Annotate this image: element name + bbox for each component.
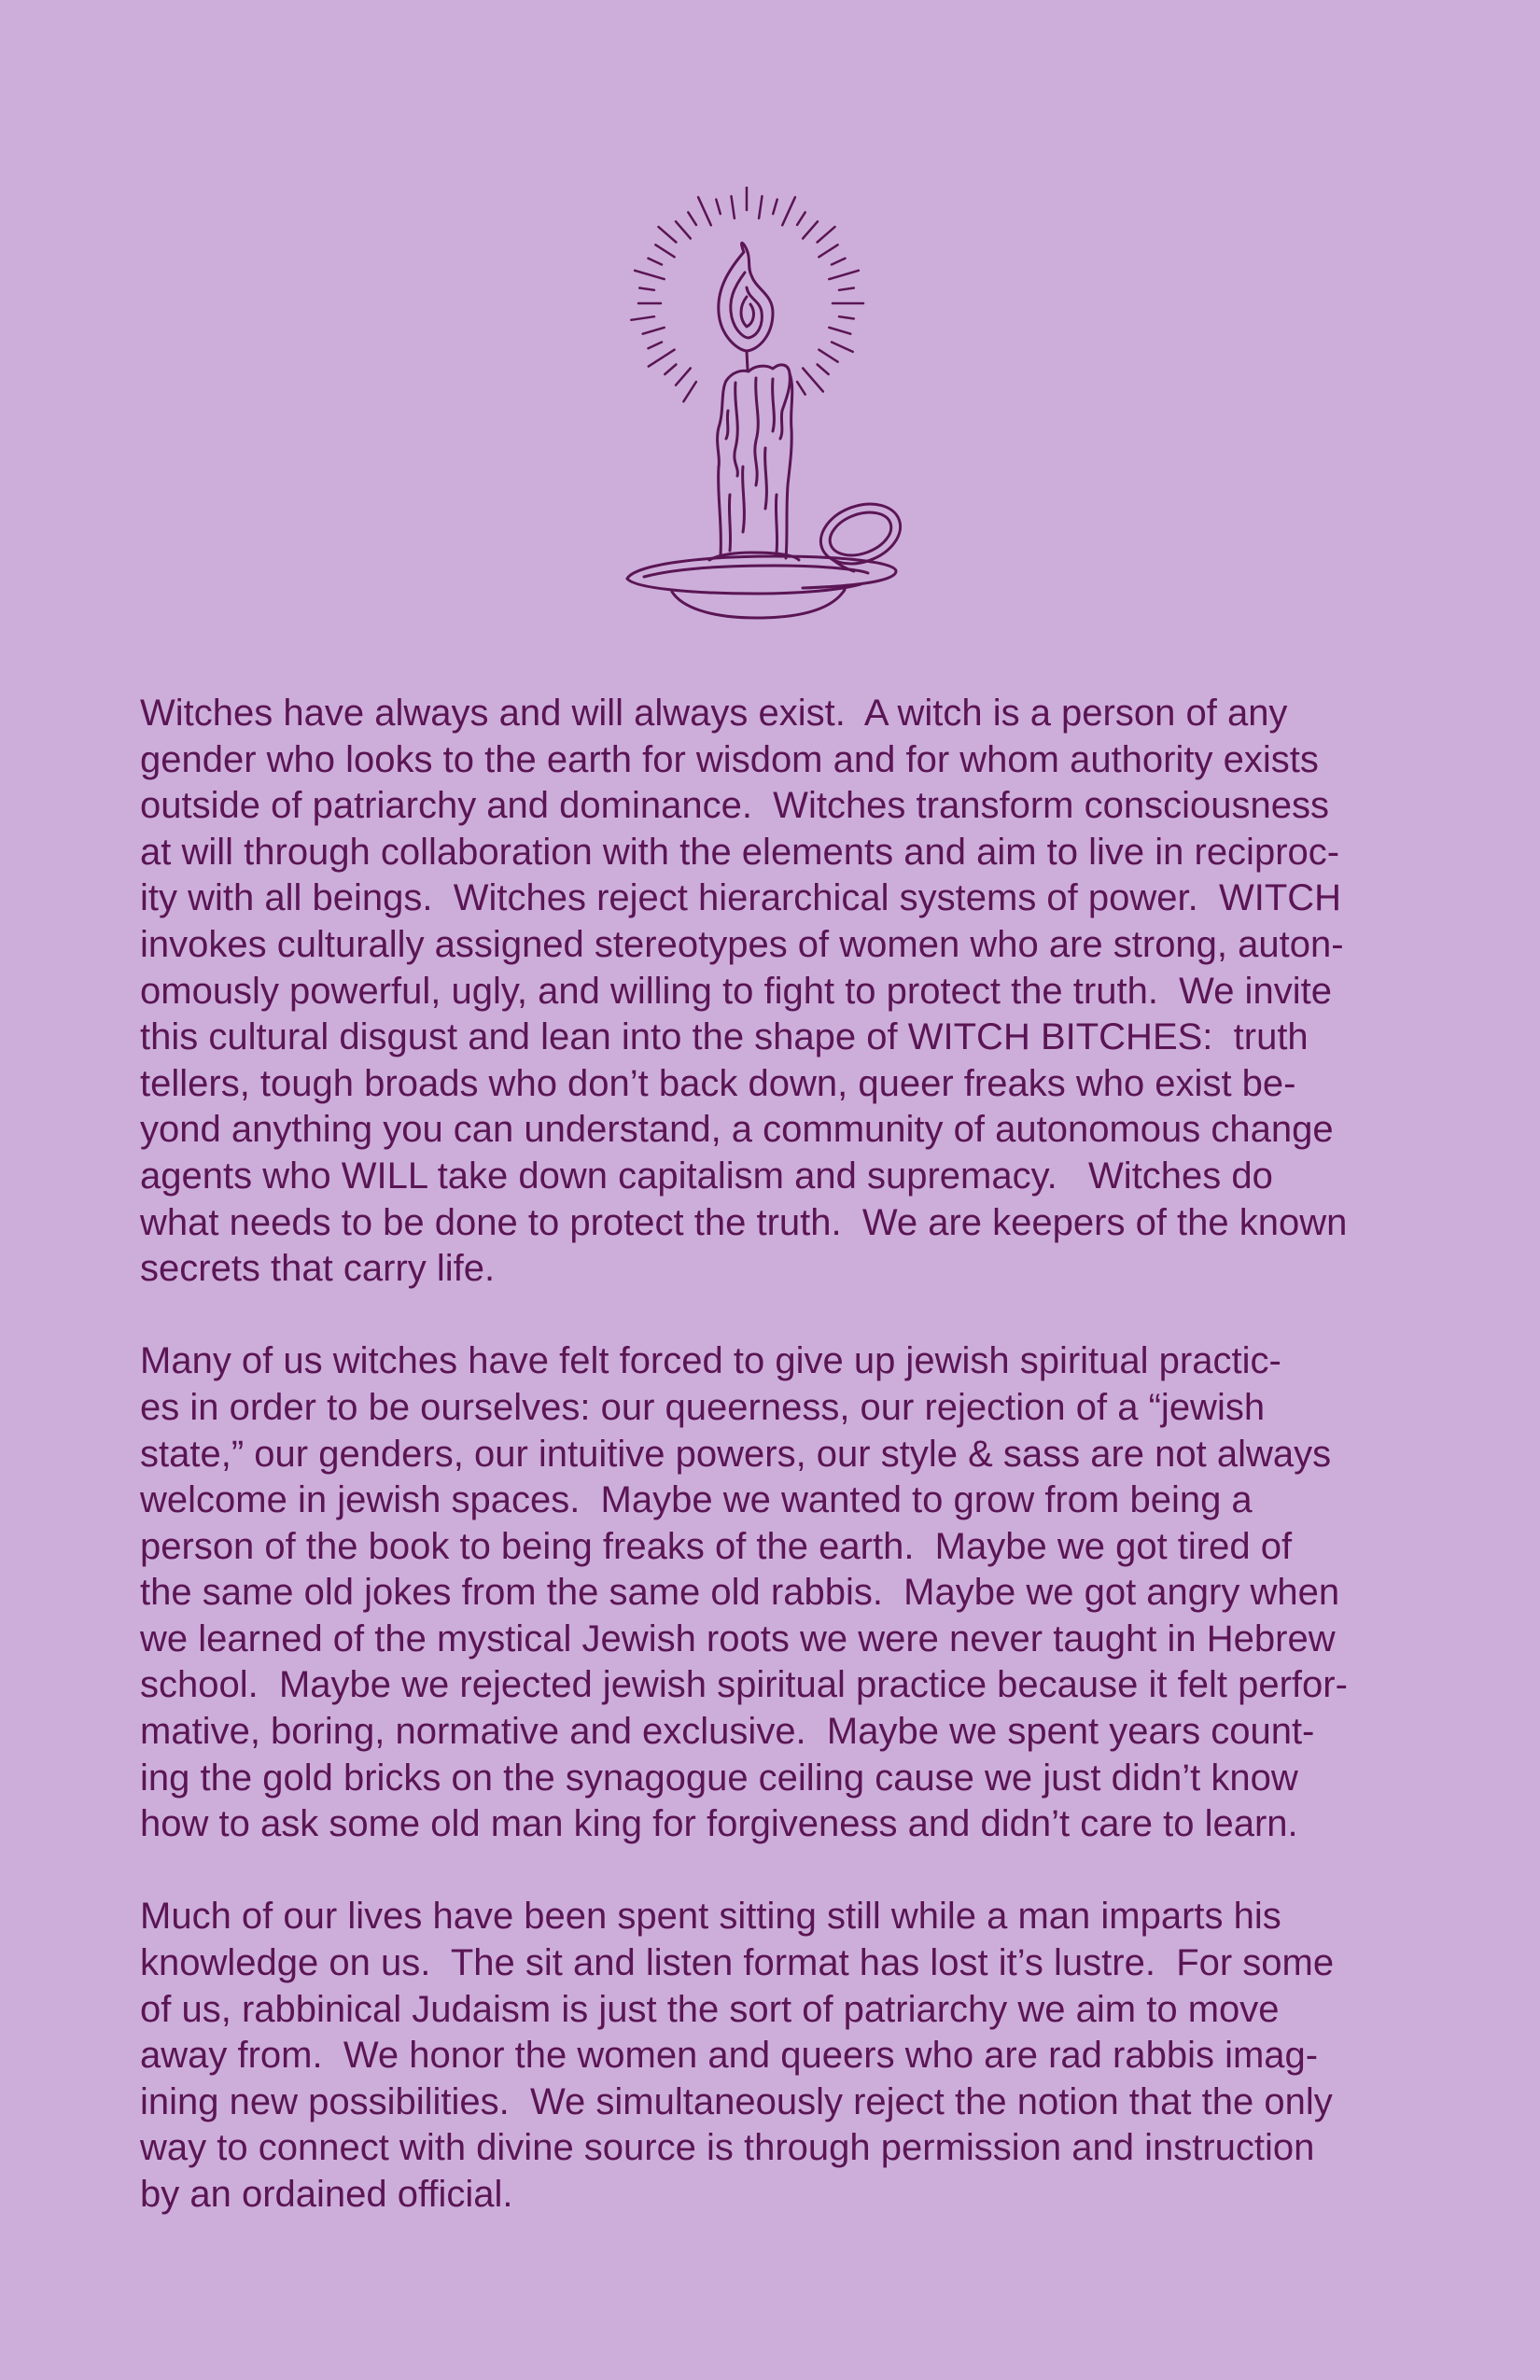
- halo-ray: [676, 369, 691, 385]
- text-line: agents who WILL take down capitalism and supremacy. Witches do: [140, 1155, 1273, 1197]
- halo-ray: [676, 221, 691, 238]
- text-line: tellers, tough broads who don’t back down, queer freaks who exist be-: [140, 1062, 1296, 1104]
- halo-ray: [832, 259, 846, 265]
- text-line: what needs to be done to protect the truth. We are keepers of the known: [140, 1201, 1348, 1243]
- text-line: invokes culturally assigned stereotypes of women who are strong, auton-: [140, 923, 1344, 965]
- halo-ray: [803, 369, 823, 392]
- halo-ray: [829, 328, 850, 334]
- halo-ray: [818, 227, 835, 242]
- candle-holder: [627, 494, 909, 618]
- halo-ray: [659, 227, 677, 242]
- halo-ray: [797, 212, 805, 225]
- halo-ray: [649, 350, 675, 367]
- halo-ray: [782, 197, 795, 225]
- halo-ray: [655, 245, 674, 257]
- body-text: [140, 691, 1409, 2264]
- halo-ray: [698, 197, 711, 225]
- halo-ray: [635, 271, 665, 279]
- text-line: secrets that carry life.: [140, 1248, 496, 1290]
- text-line: the same old jokes from the same old rabbis. Maybe we got angry when: [140, 1572, 1340, 1614]
- halo-ray: [759, 196, 762, 218]
- text-line: Witches have always and will always exist. A witch is a person of any: [140, 693, 1288, 734]
- text-line: of us, rabbinical Judaism is just the sort of patriarchy we aim to move: [140, 1988, 1280, 2030]
- halo-ray: [649, 343, 663, 349]
- text-line: Much of our lives have been spent sitting still while a man imparts his: [140, 1896, 1281, 1938]
- halo-ray: [639, 288, 654, 290]
- halo-ray: [649, 259, 663, 265]
- halo-ray: [773, 200, 777, 214]
- text-line: ining new possibilities. We simultaneously reject the notion that the only: [140, 2080, 1333, 2122]
- halo-ray: [716, 200, 721, 214]
- text-line: at will through collaboration with the elements and aim to live in reciproc-: [140, 831, 1340, 873]
- candle-icon: [616, 187, 933, 625]
- halo-ray: [683, 382, 696, 401]
- halo-ray: [819, 245, 837, 257]
- text-line: outside of patriarchy and dominance. Witches transform consciousness: [140, 785, 1329, 827]
- text-line: knowledge on us. The sit and listen format has lost it’s lustre. For some: [140, 1942, 1335, 1984]
- halo-ray: [832, 343, 853, 352]
- text-line: gender who looks to the earth for wisdom and for whom authority exists: [140, 738, 1319, 780]
- text-line: welcome in jewish spaces. Maybe we wanted to grow from being a: [140, 1479, 1253, 1521]
- halo-ray: [688, 212, 696, 225]
- text-line: person of the book to being freaks of the earth. Maybe we got tired of: [140, 1525, 1293, 1567]
- text-line: how to ask some old man king for forgiveness and didn’t care to learn.: [140, 1803, 1298, 1845]
- paragraph-1: [140, 691, 1409, 1293]
- text-line: by an ordained official.: [140, 2174, 513, 2215]
- text-line: es in order to be ourselves: our queerness, our rejection of a “jewish: [140, 1386, 1266, 1428]
- text-line: yond anything you can understand, a community of autonomous change: [140, 1109, 1334, 1151]
- text-line: ing the gold bricks on the synagogue ceiling cause we just didn’t know: [140, 1757, 1298, 1799]
- text-line: way to connect with divine source is through permission and instruction: [140, 2127, 1315, 2169]
- text-line: we learned of the mystical Jewish roots we were never taught in Hebrew: [140, 1617, 1336, 1659]
- candle-body: [718, 365, 792, 558]
- halo-ray: [803, 221, 818, 238]
- text-line: omously powerful, ugly, and willing to fight to protect the truth. We invite: [140, 970, 1332, 1012]
- halo-ray: [819, 350, 837, 362]
- paragraph-2: [140, 1338, 1409, 1848]
- paragraph-3: [140, 1894, 1409, 2218]
- halo-ray: [839, 288, 854, 290]
- halo-ray: [797, 382, 805, 395]
- halo-ray: [818, 365, 829, 375]
- text-line: this cultural disgust and lean into the shape of WITCH BITCHES: truth: [140, 1016, 1309, 1058]
- text-line: Many of us witches have felt forced to give up jewish spiritual practic-: [140, 1340, 1281, 1382]
- halo-ray: [631, 316, 654, 320]
- flame-icon: [719, 243, 773, 370]
- text-line: away from. We honor the women and queers who are rad rabbis imag-: [140, 2035, 1319, 2077]
- text-line: mative, boring, normative and exclusive. Maybe we spent years count-: [140, 1711, 1315, 1753]
- halo-ray: [829, 271, 859, 279]
- text-line: ity with all beings. Witches reject hierarchical systems of power. WITCH: [140, 877, 1342, 919]
- halo-ray: [839, 316, 854, 318]
- halo-ray: [665, 365, 676, 375]
- text-line: school. Maybe we rejected jewish spiritual practice because it felt perfor-: [140, 1664, 1348, 1706]
- halo-ray: [643, 328, 665, 334]
- halo-ray: [732, 196, 735, 218]
- text-line: state,” our genders, our intuitive powers, our style & sass are not always: [140, 1433, 1332, 1475]
